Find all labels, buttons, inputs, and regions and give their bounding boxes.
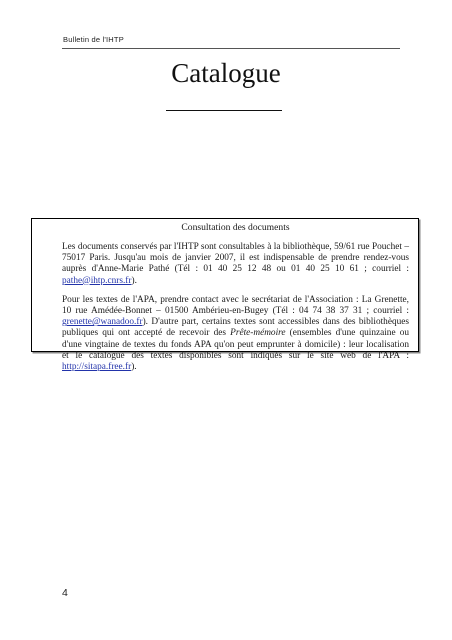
pathe-email-link[interactable]: pathe@ihtp.cnrs.fr	[62, 275, 132, 286]
apa-text-3: (ensembles d'une quinzaine ou d'une vingtaine de textes du fonds APA qu'on peut emprunter à domicile) : leur localisation et le catalogue des textes disponibles sont indiqués sur le site web de l'APA :	[62, 328, 409, 361]
page-number: 4	[62, 587, 68, 599]
box-heading: Consultation des documents	[181, 222, 290, 233]
header-rule	[62, 48, 400, 49]
running-header: Bulletin de l'IHTP	[63, 35, 124, 44]
apa-text-2: ). D'autre part, certains textes sont accessibles dans des bibliothèques publiques qui ont accepté de recevoir des	[62, 317, 409, 339]
sitapa-url-link[interactable]: http://sitapa.free.fr	[62, 362, 132, 373]
page-title: Catalogue	[171, 58, 281, 88]
consultation-box	[31, 218, 419, 373]
title-underline	[166, 110, 282, 111]
apa-paragraph	[62, 295, 409, 373]
grenette-email-link[interactable]: grenette@wanadoo.fr	[62, 317, 143, 328]
library-text: Les documents conservés par l'IHTP sont consultables à la bibliothèque, 59/61 rue Pouchet – 75017 Paris. Jusqu'au mois de janvier 2007, il est indispensable de prendre rendez-vous auprès d'Anne-Marie Pathé (Tél : 01 40 25 12 48 ou 01 40 25 10 61 ; courriel :	[62, 242, 409, 275]
apa-text-end: ).	[131, 362, 137, 373]
prete-memoire-term: Prête-mémoire	[230, 328, 286, 339]
library-paragraph	[62, 242, 409, 287]
library-text-end: ).	[131, 275, 137, 286]
apa-text-1: Pour les textes de l'APA, prendre contact avec le secrétariat de l'Association : La Grenette, 10 rue Amédée-Bonnet – 01500 Ambérieu-en-Bugey (Tél : 04 74 38 37 31 ; courriel :	[62, 294, 409, 317]
